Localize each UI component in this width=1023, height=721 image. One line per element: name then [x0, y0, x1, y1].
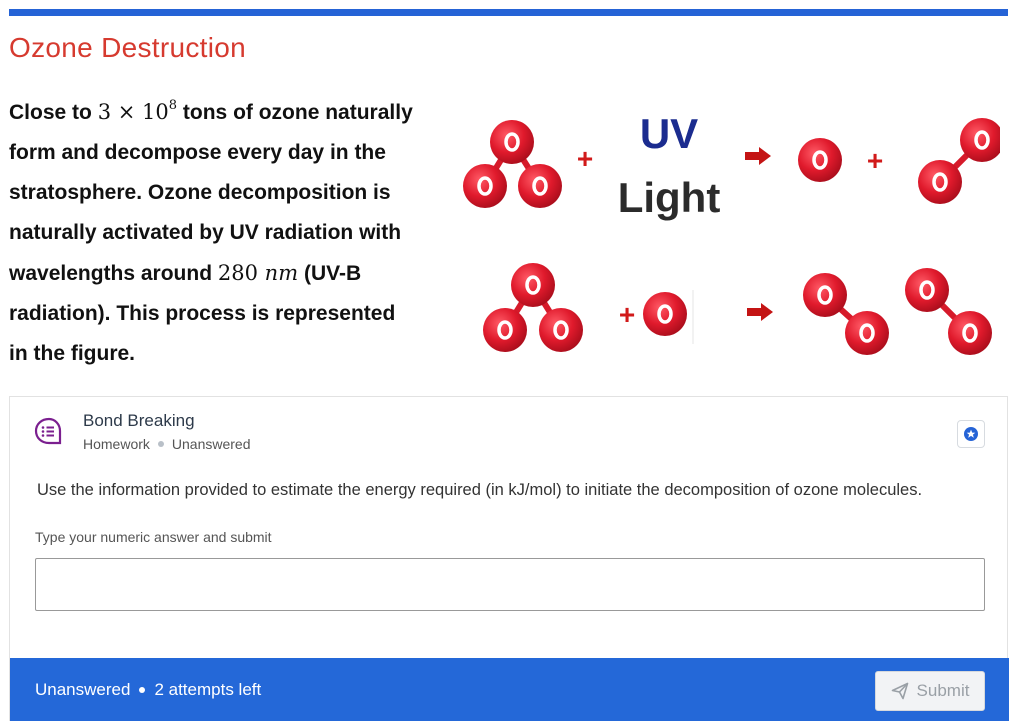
- meta-separator: [158, 441, 164, 447]
- ozone-molecule-2: [483, 263, 583, 352]
- chat-list-icon: [34, 417, 64, 447]
- wavelength-math: 280 nm: [217, 261, 299, 285]
- reaction-arrow-2: [747, 303, 773, 321]
- intro-text-middle: tons of ozone naturally form and decompose every day in the stratosphere. Ozone decomposition is naturally activated by UV radiation with wavelengths around: [9, 101, 413, 285]
- numeric-answer-input[interactable]: [35, 558, 985, 611]
- page-title: Ozone Destruction: [9, 32, 246, 63]
- intro-paragraph: [9, 86, 419, 374]
- plus-sign-3: +: [618, 299, 636, 330]
- ozone-molecule-1: [463, 120, 562, 208]
- footer-separator: [139, 687, 145, 693]
- star-badge-icon: [963, 426, 979, 442]
- oxygen-atom-1: [798, 138, 842, 182]
- question-title: Bond Breaking: [83, 411, 195, 430]
- oxygen-molecule-2: [803, 273, 889, 355]
- plus-sign-1: +: [576, 143, 594, 174]
- light-label: Light: [617, 174, 721, 221]
- submit-label: Submit: [916, 681, 970, 700]
- send-icon: [891, 682, 909, 700]
- answer-input-label: Type your numeric answer and submit: [35, 529, 272, 545]
- star-badge-button[interactable]: [957, 420, 985, 448]
- attempts-left: 2 attempts left: [154, 680, 262, 699]
- question-type: Homework: [83, 436, 150, 452]
- oxygen-atom-2: [643, 292, 687, 336]
- attempt-status: [35, 680, 261, 700]
- question-meta: [83, 436, 251, 452]
- question-footer: [10, 658, 1009, 721]
- ozone-reaction-figure: [455, 100, 1000, 370]
- question-status: Unanswered: [171, 436, 251, 452]
- question-text: Use the information provided to estimate the energy required (in kJ/mol) to initiate the decomposition of ozone molecules.: [37, 481, 923, 499]
- uv-label: UV: [639, 110, 699, 157]
- reaction-arrow-1: [745, 147, 771, 165]
- quantity-math: $3 \times 10^8$: [97, 98, 178, 124]
- oxygen-molecule-1: [918, 118, 1000, 204]
- submit-button[interactable]: [875, 671, 985, 711]
- intro-text-end: (UV-B radiation). This process is represented in the figure.: [9, 262, 396, 365]
- top-accent-bar: [9, 9, 1008, 16]
- question-card: [9, 396, 1008, 721]
- intro-text-start: Close to: [9, 101, 92, 124]
- oxygen-molecule-3: [905, 268, 992, 355]
- plus-sign-2: +: [866, 145, 884, 176]
- footer-status-text: Unanswered: [35, 680, 131, 699]
